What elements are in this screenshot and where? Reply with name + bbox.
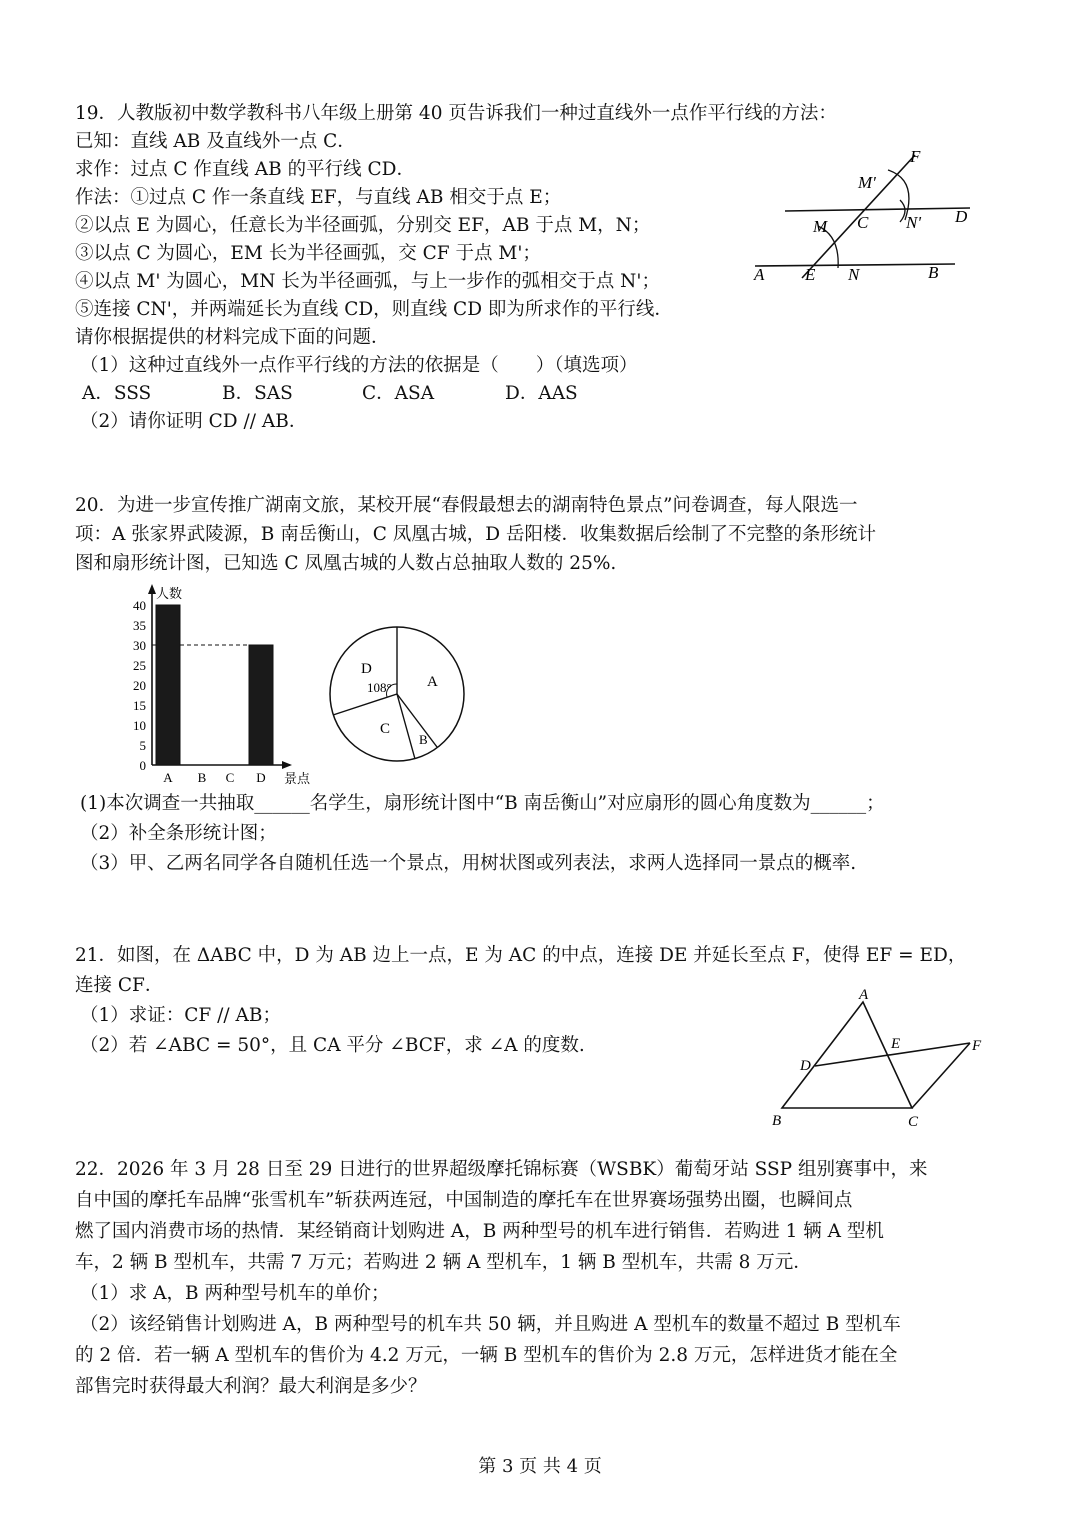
q21-line-1: 21．如图，在 ΔABC 中，D 为 AB 边上一点，E 为 AC 的中点，连接 DE 并延长至点 F，使得 EF = ED， [75, 945, 967, 966]
q20-line-2: 项：A 张家界武陵源，B 南岳衡山，C 凤凰古城，D 岳阳楼．收集数据后绘制了不完整的条形统计 [75, 524, 876, 545]
pie-radius-bottom [397, 694, 415, 759]
y-tick-label: 25 [133, 658, 146, 673]
q22-part2-line-1: （2）该经销售计划购进 A，B 两种型号的机车共 50 辆，并且购进 A 型机车的数量不超过 B 型机车 [80, 1314, 901, 1335]
y-tick-label: 35 [133, 618, 146, 633]
q19-part2: （2）请你证明 CD // AB． [80, 411, 308, 432]
x-tick-label: B [197, 770, 207, 785]
q22-line-2: 自中国的摩托车品牌“张雪机车”斩获两连冠，中国制造的摩托车在世界赛场强势出圈，也瞬间点 [75, 1190, 853, 1211]
q19-line-2: 已知：直线 AB 及直线外一点 C． [75, 131, 356, 152]
x-tick-label: C [225, 770, 235, 785]
q19-line-3: 求作：过点 C 作直线 AB 的平行线 CD． [75, 159, 416, 180]
q19-line-8: ⑤连接 CN'，并两端延长为直线 CD，则直线 CD 即为所求作的平行线． [75, 299, 673, 320]
label-m-prime: M' [858, 173, 876, 192]
x-tick-label: A [163, 770, 173, 785]
q22-part2-line-3: 部售完时获得最大利润？最大利润是多少？ [75, 1376, 427, 1397]
label-n-prime: N' [906, 213, 921, 232]
q22-part2-line-2: 的 2 倍．若一辆 A 型机车的售价为 4.2 万元，一辆 B 型机车的售价为 2.8 万元，怎样进货才能在全 [75, 1345, 898, 1366]
q19-line-1: 19．人教版初中数学教科书八年级上册第 40 页告诉我们一种过直线外一点作平行线的方法： [75, 103, 837, 124]
y-tick-label: 5 [139, 738, 146, 753]
label-c: C [857, 213, 869, 232]
q20-question-1: (1)本次调查一共抽取______名学生，扇形统计图中“B 南岳衡山”对应扇形的圆心角度数为______； [80, 793, 885, 814]
pie-angle-d: 108° [367, 680, 392, 695]
q22-line-4: 车，2 辆 B 型机车，共需 7 万元；若购进 2 辆 A 型机车，1 辆 B 型机车，共需 8 万元． [75, 1252, 812, 1273]
bar-d [249, 645, 273, 765]
pie-label-b: B [419, 732, 428, 747]
x-axis-label: 景点 [284, 771, 311, 786]
q20-question-3: （3）甲、乙两名同学各自随机任选一个景点，用树状图或列表法，求两人选择同一景点的概率. [80, 853, 857, 874]
q20-line-1: 20．为进一步宣传推广湖南文旅，某校开展“春假最想去的湖南特色景点”问卷调查，每人限选一 [75, 495, 858, 516]
label-a: A [859, 987, 869, 1003]
pie-label-a: A [427, 674, 438, 690]
q19-option-a: A．SSS [82, 383, 152, 404]
q21-part2: （2）若 ∠ABC = 50°，且 CA 平分 ∠BCF，求 ∠A 的度数. [80, 1035, 585, 1056]
label-e: E [891, 1036, 901, 1052]
q19-part1: （1）这种过直线外一点作平行线的方法的依据是（ ）（填选项） [80, 355, 638, 376]
pie-radius-left [333, 694, 397, 715]
bar-a [156, 605, 180, 765]
y-tick-label: 20 [133, 678, 146, 693]
label-e: E [805, 265, 816, 284]
label-d: D [800, 1058, 811, 1074]
x-tick-label: D [256, 770, 266, 785]
y-axis-label: 人数 [156, 586, 183, 601]
q19-line-7: ④以点 M' 为圆心，MN 长为半径画弧，与上一步作的弧相交于点 N'； [75, 271, 660, 292]
pie-label-d: D [361, 661, 372, 677]
q19-line-6: ③以点 C 为圆心，EM 长为半径画弧，交 CF 于点 M'； [75, 243, 541, 264]
y-tick-label: 10 [133, 718, 146, 733]
label-a: A [754, 265, 765, 284]
pie-radius-right [397, 694, 437, 747]
label-m: M [813, 217, 828, 236]
q20-question-2: （2）补全条形统计图； [80, 823, 277, 844]
q21-line-2: 连接 CF． [75, 975, 164, 996]
q19-option-d: D．AAS [505, 383, 578, 404]
y-tick-label: 30 [133, 638, 146, 653]
y-tick-label: 40 [133, 598, 146, 613]
y-tick-label: 15 [133, 698, 146, 713]
x-axis-arrow [282, 761, 292, 769]
q19-figure [740, 140, 990, 290]
y-axis-arrow [148, 584, 156, 594]
q22-part1: （1）求 A，B 两种型号机车的单价； [80, 1283, 390, 1304]
q19-option-c: C．ASA [362, 383, 435, 404]
q21-part1: （1）求证：CF // AB； [80, 1005, 281, 1026]
label-b: B [772, 1113, 782, 1129]
segment-cf [912, 1043, 970, 1108]
label-c: C [908, 1114, 919, 1130]
pie-label-c: C [380, 721, 391, 737]
label-f: F [972, 1038, 982, 1054]
label-n: N [848, 265, 860, 284]
q19-line-9: 请你根据提供的材料完成下面的问题． [75, 327, 390, 348]
label-f: F [910, 147, 921, 166]
line-cd [785, 208, 970, 211]
pie-chart [325, 622, 470, 767]
bar-chart [120, 582, 325, 787]
q19-option-b: B．SAS [222, 383, 293, 404]
q19-line-4: 作法：①过点 C 作一条直线 EF，与直线 AB 相交于点 E； [75, 187, 562, 208]
q21-figure [760, 980, 1000, 1135]
page-footer: 第 3 页 共 4 页 [478, 1456, 602, 1477]
y-tick-label: 0 [139, 758, 146, 773]
q22-line-3: 燃了国内消费市场的热情．某经销商计划购进 A，B 两种型号的机车进行销售．若购进 1 辆 A 型机 [75, 1221, 884, 1242]
label-d: D [955, 207, 968, 226]
arc-n-prime [900, 200, 905, 222]
label-b: B [928, 263, 939, 282]
q20-line-3: 图和扇形统计图，已知选 C 凤凰古城的人数占总抽取人数的 25%. [75, 553, 617, 574]
q19-line-5: ②以点 E 为圆心，任意长为半径画弧，分别交 EF，AB 于点 M，N； [75, 215, 651, 236]
q22-line-1: 22．2026 年 3 月 28 日至 29 日进行的世界超级摩托锦标赛（WSBK）葡萄牙站 SSP 组别赛事中，来 [75, 1159, 928, 1180]
